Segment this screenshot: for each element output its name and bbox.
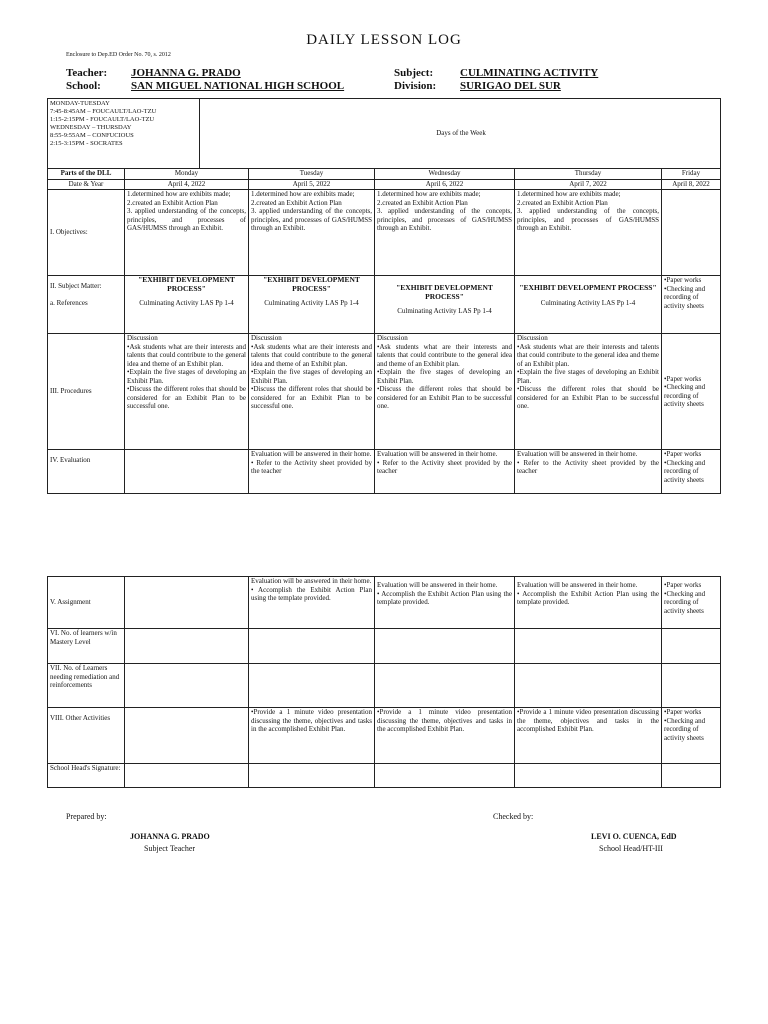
assignment-wednesday: Evaluation will be answered in their home. • Accomplish the Exhibit Action Plan using the template provided. <box>375 577 515 629</box>
enclosure-note: Enclosure to Dep.ED Order No. 70, s. 2012 <box>66 52 171 58</box>
days-of-week-label: Days of the Week <box>436 129 486 138</box>
procedures-monday: Discussion •Ask students what are their interests and talents that could contribute to the general idea and theme of an Exhibit plan. •Explain the five stages of developing an Exhibit Plan. •Discuss the different roles that should be considered for an Exhibit Plan to be successful one. <box>125 334 249 450</box>
other-activities-tuesday: •Provide a 1 minute video presentation discussing the theme, objectives and tasks in the accomplished Exhibit Plan. <box>249 708 375 764</box>
class-schedule <box>48 99 200 169</box>
objectives-thursday: 1.determined how are exhibits made; 2.created an Exhibit Action Plan 3. applied understanding of the concepts, principles, and processes of GAS/HUMSS through an Exhibit. <box>515 190 662 276</box>
other-activities-thursday: •Provide a 1 minute video presentation discussing the theme, objectives and tasks in the accomplished Exhibit Plan. <box>515 708 662 764</box>
evaluation-label: IV. Evaluation <box>48 450 125 494</box>
other-activities-wednesday: •Provide a 1 minute video presentation discussing the theme, objectives and tasks in the accomplished Exhibit Plan. <box>375 708 515 764</box>
evaluation-tuesday: Evaluation will be answered in their home. • Refer to the Activity sheet provided by the teacher <box>249 450 375 494</box>
days-of-week-cell <box>200 99 721 169</box>
lesson-table-lower <box>47 576 721 788</box>
schedule-line: WEDNESDAY – THURSDAY <box>50 124 132 131</box>
schedule-line: 8:55-9:55AM – CONFUCIOUS <box>50 132 134 139</box>
evaluation-wednesday: Evaluation will be answered in their home. • Refer to the Activity sheet provided by the teacher <box>375 450 515 494</box>
teacher-label: Teacher: <box>66 67 108 79</box>
assignment-thursday: Evaluation will be answered in their home. • Accomplish the Exhibit Action Plan using the template provided. <box>515 577 662 629</box>
division-name: SURIGAO DEL SUR <box>460 80 561 92</box>
subject-label: Subject: <box>394 67 434 79</box>
assignment-tuesday: Evaluation will be answered in their home. • Accomplish the Exhibit Action Plan using the template provided. <box>249 577 375 629</box>
col-header-monday: Monday <box>125 169 249 180</box>
other-activities-label: VIII. Other Activities <box>48 708 125 764</box>
prepared-by-name: JOHANNA G. PRADO <box>130 832 210 841</box>
objectives-friday <box>662 190 721 276</box>
schedule-line: 2:15-3:15PM - SOCRATES <box>50 140 123 147</box>
col-header-friday: Friday <box>662 169 721 180</box>
mastery-monday <box>125 629 249 664</box>
remediation-monday <box>125 664 249 708</box>
school-head-thursday <box>515 764 662 788</box>
schedule-line: 1:15-2:15PM - FOUCAULT/LAO-TZU <box>50 116 155 123</box>
prepared-by-role: Subject Teacher <box>144 844 196 853</box>
mastery-tuesday <box>249 629 375 664</box>
assignment-label: V. Assignment <box>48 577 125 629</box>
col-header-tuesday: Tuesday <box>249 169 375 180</box>
subject-matter-monday <box>125 276 249 334</box>
remediation-tuesday <box>249 664 375 708</box>
date-monday: April 4, 2022 <box>125 180 249 190</box>
subject-name: CULMINATING ACTIVITY <box>460 67 599 79</box>
other-activities-friday: •Paper works •Checking and recording of activity sheets <box>662 708 721 764</box>
subject-matter-label: II. Subject Matter: a. References <box>48 276 125 334</box>
assignment-monday <box>125 577 249 629</box>
topic-title: "EXHIBIT DEVELOPMENT PROCESS" <box>138 275 235 293</box>
lesson-table-top <box>47 98 721 169</box>
date-thursday: April 7, 2022 <box>515 180 662 190</box>
subject-matter-friday: •Paper works •Checking and recording of activity sheets <box>662 276 721 334</box>
checked-by-name: LEVI O. CUENCA, EdD <box>591 832 677 841</box>
procedures-thursday: Discussion •Ask students what are their interests and talents that could contribute to the general idea and theme of an Exhibit plan. •Explain the five stages of developing an Exhibit Plan. •Discuss the different roles that should be considered for an Exhibit Plan to be successful one. <box>515 334 662 450</box>
col-header-parts: Parts of the DLL <box>48 169 125 180</box>
date-friday: April 8, 2022 <box>662 180 721 190</box>
objectives-label: I. Objectives: <box>48 190 125 276</box>
mastery-wednesday <box>375 629 515 664</box>
school-head-signature-label: School Head's Signature: <box>48 764 125 788</box>
school-head-friday <box>662 764 721 788</box>
remediation-label: VII. No. of Learners needing remediation and reinforcements <box>48 664 125 708</box>
school-head-tuesday <box>249 764 375 788</box>
procedures-wednesday: Discussion •Ask students what are their interests and talents that could contribute to the general idea and theme of an Exhibit plan. •Explain the five stages of developing an Exhibit Plan. •Discuss the different roles that should be considered for an Exhibit Plan to be successful one. <box>375 334 515 450</box>
col-header-thursday: Thursday <box>515 169 662 180</box>
procedures-tuesday: Discussion •Ask students what are their interests and talents that could contribute to the general idea and theme of an Exhibit plan. •Explain the five stages of developing an Exhibit Plan. •Discuss the different roles that should be considered for an Exhibit Plan to be successful one. <box>249 334 375 450</box>
subject-matter-wednesday <box>375 276 515 334</box>
objectives-monday: 1.determined how are exhibits made; 2.created an Exhibit Action Plan 3. applied understanding of the concepts, principles, and processes of GAS/HUMSS through an Exhibit. <box>125 190 249 276</box>
topic-reference: Culminating Activity LAS Pp 1-4 <box>397 307 492 315</box>
objectives-wednesday: 1.determined how are exhibits made; 2.created an Exhibit Action Plan 3. applied understanding of the concepts, principles, and processes of GAS/HUMSS through an Exhibit. <box>375 190 515 276</box>
school-label: School: <box>66 80 101 92</box>
document-title: DAILY LESSON LOG <box>306 32 462 48</box>
remediation-thursday <box>515 664 662 708</box>
school-head-wednesday <box>375 764 515 788</box>
remediation-wednesday <box>375 664 515 708</box>
procedures-label: III. Procedures <box>48 334 125 450</box>
topic-reference: Culminating Activity LAS Pp 1-4 <box>139 299 234 307</box>
other-activities-monday <box>125 708 249 764</box>
date-tuesday: April 5, 2022 <box>249 180 375 190</box>
topic-reference: Culminating Activity LAS Pp 1-4 <box>540 298 636 307</box>
objectives-tuesday: 1.determined how are exhibits made; 2.created an Exhibit Action Plan 3. applied understanding of the concepts, principles, and processes of GAS/HUMSS through an Exhibit. <box>249 190 375 276</box>
mastery-thursday <box>515 629 662 664</box>
evaluation-friday: •Paper works •Checking and recording of activity sheets <box>662 450 721 494</box>
evaluation-monday <box>125 450 249 494</box>
subject-matter-tuesday <box>249 276 375 334</box>
schedule-line: 7:45-8:45AM – FOUCAULT/LAO-TZU <box>50 108 157 115</box>
schedule-line: MONDAY-TUESDAY <box>50 100 110 107</box>
topic-title: "EXHIBIT DEVELOPMENT PROCESS" <box>396 283 493 301</box>
topic-title: "EXHIBIT DEVELOPMENT PROCESS" <box>519 283 657 292</box>
remediation-friday <box>662 664 721 708</box>
lesson-table-main <box>47 168 721 494</box>
mastery-label: VI. No. of learners w/in Mastery Level <box>48 629 125 664</box>
prepared-by-label: Prepared by: <box>66 812 107 821</box>
topic-title: "EXHIBIT DEVELOPMENT PROCESS" <box>263 275 360 293</box>
mastery-friday <box>662 629 721 664</box>
date-wednesday: April 6, 2022 <box>375 180 515 190</box>
subject-matter-thursday <box>515 276 662 334</box>
topic-reference: Culminating Activity LAS Pp 1-4 <box>264 299 359 307</box>
date-row-label: Date & Year <box>48 180 125 190</box>
division-label: Division: <box>394 80 437 92</box>
teacher-name: JOHANNA G. PRADO <box>131 67 241 79</box>
evaluation-thursday: Evaluation will be answered in their home. • Refer to the Activity sheet provided by the teacher <box>515 450 662 494</box>
col-header-wednesday: Wednesday <box>375 169 515 180</box>
assignment-friday: •Paper works •Checking and recording of activity sheets <box>662 577 721 629</box>
procedures-friday: •Paper works •Checking and recording of activity sheets <box>662 334 721 450</box>
school-name: SAN MIGUEL NATIONAL HIGH SCHOOL <box>131 80 345 92</box>
checked-by-label: Checked by: <box>493 812 534 821</box>
checked-by-role: School Head/HT-III <box>599 844 663 853</box>
school-head-monday <box>125 764 249 788</box>
